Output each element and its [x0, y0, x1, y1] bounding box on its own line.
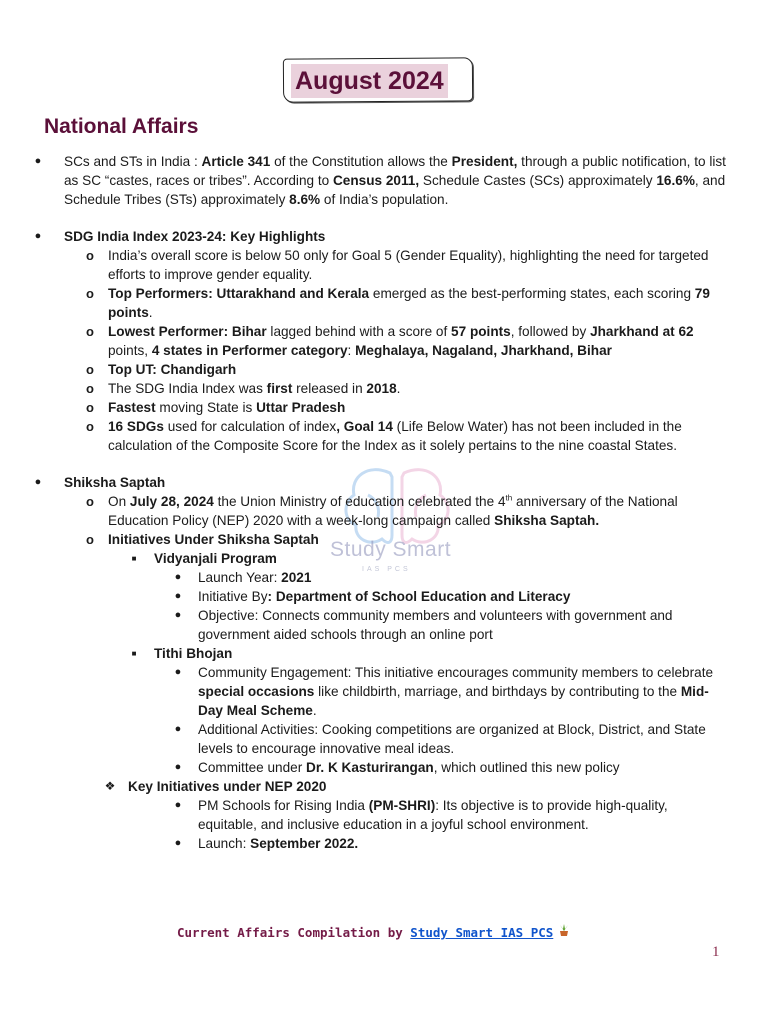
section-heading: National Affairs	[44, 115, 199, 138]
watermark-brand: Study Smart	[330, 538, 452, 561]
list-item	[0, 227, 768, 246]
list-item	[0, 417, 768, 455]
bullet-icon: ●	[174, 837, 182, 849]
list-item	[0, 606, 768, 644]
bullet-icon: o	[86, 419, 94, 434]
list-item	[0, 379, 768, 398]
list-item	[0, 492, 768, 530]
bullet-icon: o	[86, 286, 94, 301]
list-item	[0, 568, 768, 587]
list-item	[0, 758, 768, 777]
list-item-text: Top Performers: Uttarakhand and Kerala emerged as the best-performing states, each scoring 79 points.	[108, 286, 710, 320]
list-item-text: Shiksha Saptah	[64, 475, 166, 490]
list-item	[0, 398, 768, 417]
list-item-text: Initiatives Under Shiksha Saptah	[108, 532, 319, 547]
list-item-text: Initiative By: Department of School Education and Literacy	[198, 589, 571, 604]
bullet-icon: ❖	[104, 779, 116, 793]
potted-plant-icon	[557, 923, 571, 940]
bullet-icon: o	[86, 400, 94, 415]
list-item-text: PM Schools for Rising India (PM-SHRI): Its objective is to provide high-quality, equitable, and inclusive education in a joyful school environment.	[198, 798, 668, 832]
study-smart-link[interactable]: Study Smart IAS PCS	[410, 925, 554, 940]
list-item-text: Objective: Connects community members and volunteers with government and government aided schools through an online port	[198, 608, 673, 642]
list-item-text: India’s overall score is below 50 only for Goal 5 (Gender Equality), highlighting the need for targeted efforts to improve gender equality.	[108, 248, 709, 282]
list-item	[0, 473, 768, 492]
page-title: August 2024	[291, 64, 448, 98]
bullet-icon: ■	[131, 649, 137, 658]
list-item	[0, 587, 768, 606]
bullet-icon: o	[86, 494, 94, 509]
list-item	[0, 530, 768, 549]
list-item-text: SDG India Index 2023-24: Key Highlights	[64, 229, 326, 244]
list-item-text: On July 28, 2024 the Union Ministry of education celebrated the 4th anniversary of the National Education Policy (NEP) 2020 with a week-long campaign called Shiksha Saptah.	[108, 493, 678, 528]
list-item-text: 16 SDGs used for calculation of index, Goal 14 (Life Below Water) has not been included in the calculation of the Composite Score for the Index as it solely pertains to the nine coastal States.	[108, 419, 682, 453]
bullet-icon: ●	[34, 476, 42, 488]
list-item	[0, 796, 768, 834]
watermark-subtitle: IAS PCS	[362, 566, 411, 573]
list-item	[0, 549, 768, 568]
bullet-icon: o	[86, 324, 94, 339]
list-item	[0, 720, 768, 758]
bullet-icon: ●	[174, 571, 182, 583]
list-item-text: Vidyanjali Program	[154, 551, 277, 566]
footer-credit	[177, 923, 571, 940]
list-item	[0, 663, 768, 720]
list-item	[0, 152, 768, 209]
bullet-icon: o	[86, 248, 94, 263]
list-item-text: Launch Year: 2021	[198, 570, 312, 585]
list-item-text: Community Engagement: This initiative encourages community members to celebrate special occasions like childbirth, marriage, and birthdays by contributing to the Mid-Day Meal Scheme.	[198, 665, 714, 718]
spacer	[0, 209, 768, 227]
bullet-icon: ●	[174, 590, 182, 602]
bullet-icon: o	[86, 381, 94, 396]
bullet-icon: o	[86, 362, 94, 377]
bullet-icon: ●	[174, 799, 182, 811]
list-item	[0, 777, 768, 796]
bullet-icon: ●	[34, 230, 42, 242]
footer-prefix: Current Affairs Compilation by	[177, 925, 411, 940]
content-list	[0, 152, 768, 853]
list-item-text: The SDG India Index was first released in 2018.	[108, 381, 401, 396]
list-item	[0, 644, 768, 663]
list-item	[0, 834, 768, 853]
list-item-text: Fastest moving State is Uttar Pradesh	[108, 400, 346, 415]
list-item-text: Top UT: Chandigarh	[108, 362, 237, 377]
list-item	[0, 360, 768, 379]
list-item-text: Additional Activities: Cooking competitions are organized at Block, District, and State levels to encourage innovative meal ideas.	[198, 722, 706, 756]
list-item	[0, 246, 768, 284]
list-item-text: Committee under Dr. K Kasturirangan, which outlined this new policy	[198, 760, 620, 775]
list-item-text: SCs and STs in India : Article 341 of the Constitution allows the President, through a public notification, to list as SC “castes, races or tribes”. According to Census 2011, Schedule Castes (SCs) approximately 16.6%, and Schedule Tribes (STs) approximately 8.6% of India’s population.	[64, 154, 726, 207]
spacer	[0, 455, 768, 473]
bullet-icon: o	[86, 532, 94, 547]
bullet-icon: ●	[174, 723, 182, 735]
list-item-text: Lowest Performer: Bihar lagged behind with a score of 57 points, followed by Jharkhand at 62 points, 4 states in Performer category: Meghalaya, Nagaland, Jharkhand, Bihar	[108, 324, 694, 358]
bullet-icon: ■	[131, 554, 137, 563]
page-number: 1	[712, 944, 720, 960]
bullet-icon: ●	[174, 666, 182, 678]
list-item-text: Key Initiatives under NEP 2020	[128, 779, 327, 794]
list-item-text: Tithi Bhojan	[154, 646, 233, 661]
list-item-text: Launch: September 2022.	[198, 836, 359, 851]
list-item	[0, 322, 768, 360]
bullet-icon: ●	[174, 609, 182, 621]
bullet-icon: ●	[34, 155, 42, 167]
list-item	[0, 284, 768, 322]
bullet-icon: ●	[174, 761, 182, 773]
